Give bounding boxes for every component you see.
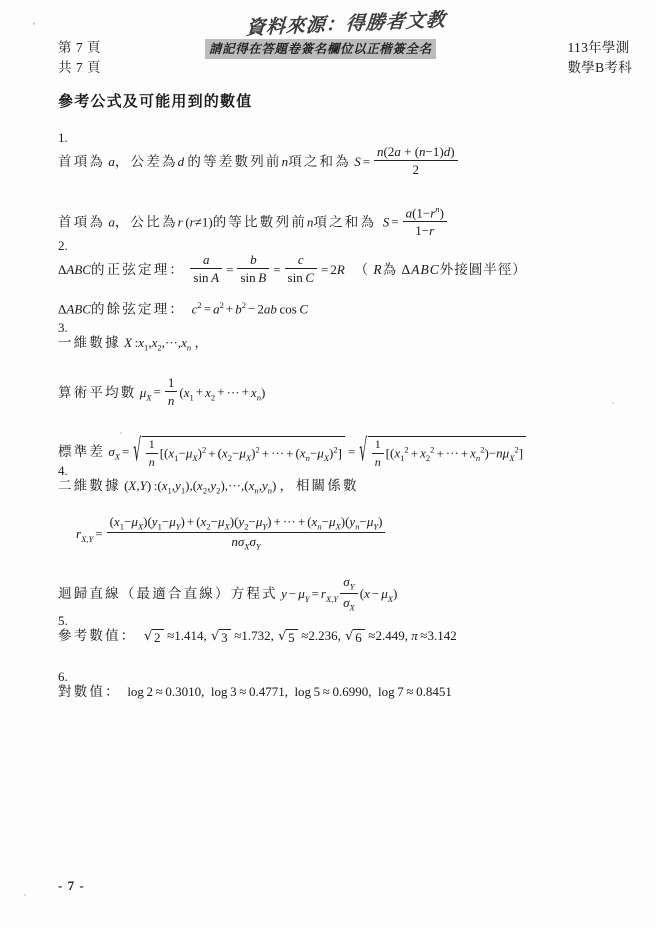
data-2d-definition: 二維數據 (X,Y) $:(x_1,y_1),(x_2,y_2),\cdot\cdot\cdot,(x_n,y_n)$ ， 相關係數 [58, 478, 359, 496]
exam-year: 113年學測 [567, 40, 630, 55]
value-log-5: 0.6990 [332, 684, 369, 699]
sqrt-2: √ 2 [144, 629, 164, 645]
log-arg-7: 7 [397, 684, 404, 699]
sd-one-over-n-left: √ $\frac{1}{n}$ [146, 437, 158, 468]
sine-frac-a: $\frac{a}{\text{sin A}}$ [190, 252, 222, 286]
geo-sum-fraction: $\frac{a(1-r^n)}{1-r}$ [403, 204, 447, 239]
value-sqrt-3: 1.732 [241, 628, 271, 643]
page-title: 參考公式及可能用到的數值 [58, 92, 253, 110]
arithmetic-series-line: 首項為 a，公差為d 的等差數列前n項之和為 S = $\frac{n(2a + (n-1)d)}{2}$ [58, 146, 626, 180]
signature-notice-banner: 請記得在答題卷簽名欄位以正楷簽全名 [205, 39, 436, 59]
item-number: 4. [58, 463, 68, 478]
label-law-sines: 的正弦定理： [90, 261, 186, 277]
item-number: 1. [58, 130, 68, 145]
label-data-2d: 二維數據 [58, 478, 121, 493]
item-number: 3. [58, 320, 68, 335]
correlation-fraction: $\frac{(x_1-\mu_X)(y_1-\mu_Y) + (x_2-\mu_X)(y_2-\mu_Y) + \cdot\cdot\cdot + (x_n-\mu_X)(y_n-\mu_Y)}{n\sigma_X\sigma_Y}$ [107, 514, 386, 552]
label-common-ratio: ，公比為 [114, 214, 178, 230]
value-log-2: 0.3010 [165, 684, 202, 699]
formula-item-1 [58, 130, 626, 241]
formula-item-5 [58, 613, 626, 645]
value-pi: 3.142 [427, 628, 457, 643]
formula-item-3 [58, 320, 626, 470]
label-first-term: 首項為 [58, 153, 106, 169]
sqrt-3: √ 3 [211, 629, 231, 645]
arithmetic-mean-line: 算術平均數 $\mu_X$ = $\frac{1}{n}$ ($x_1 + x_2$ + ··· + $x_n$) [58, 374, 266, 408]
label-log-values: 對數值： [58, 684, 121, 699]
label-common-difference: ，公差為 [114, 153, 178, 169]
item-number: 5. [58, 613, 68, 628]
circumradius-note: （ R為 ΔABC外接圓半徑） [354, 261, 527, 277]
reference-values-line: 參考數值： √ 2 ≈1.414, √ 3 ≈1.732, √ 5 ≈2.236, √ 6 ≈2.449, π ≈3.142 [58, 629, 626, 645]
geometric-series-line: 首項為 a，公比為r (r≠1)的等比數列前n項之和為 S = $\frac{a(1-r^n)}{1-r}$ [58, 206, 626, 241]
label-reference-values: 參考數值： [58, 628, 137, 643]
data-1d-definition: 一維數據 X $:x_1,x_2,\cdot\cdot\cdot,x_n$ ， [58, 335, 208, 353]
label-data-1d: 一維數據 [58, 335, 121, 350]
exam-info-block [567, 38, 632, 78]
scan-speckle [24, 894, 26, 896]
value-log-3: 0.4771 [248, 684, 285, 699]
label-law-cosines: 的餘弦定理： [90, 300, 186, 316]
value-sqrt-5: 2.236 [308, 628, 338, 643]
mean-one-over-n: $\frac{1}{n}$ [165, 375, 178, 409]
item-number: 6. [58, 669, 68, 684]
label-correlation: 相關係數 [295, 478, 359, 493]
page-total: 共 7 頁 [58, 60, 101, 75]
value-sqrt-6: 2.449 [375, 628, 405, 643]
label-arith-tail1: 的等差數列前 [187, 153, 282, 169]
log-arg-5: 5 [313, 684, 321, 699]
formula-item-4 [58, 463, 626, 614]
label-mean: 算術平均數 [58, 384, 137, 400]
sqrt-6: √ 6 [345, 629, 365, 645]
correlation-formula-line: $r_{X,Y}$ = $\frac{(x_1-\mu_X)(y_1-\mu_Y) + (x_2-\mu_X)(y_2-\mu_Y) + \cdot\cdot\cdot + (x_n-\mu_X)(y_n-\mu_Y)}{n\sigma_X\sigma_Y}$ [58, 516, 626, 554]
label-sd: 標準差 [58, 444, 106, 460]
sd-one-over-n-right: √ $\frac{1}{n}$ [372, 437, 384, 468]
exam-subject: 數學B考科 [567, 60, 632, 75]
label-geo-tail1: 的等比數列前 [212, 214, 307, 230]
standard-deviation-line: 標準差 $\sigma_X$ = √ $\frac{1}{n}$ [$(x_1-\mu_X)^2 + (x_2-\mu_X)^2$ + ··· + $(x_n-\mu_X)^2$] = √ $\frac{1}{n}$ [($x_1^2 + x_2^2$ + ··· + $x_n^2)-n\mu_X^2$] [58, 436, 626, 470]
handwritten-source-note: 資料來源：得勝者文教 [245, 8, 447, 40]
scan-speckle [33, 22, 35, 25]
sqrt-5: √ 5 [278, 629, 298, 645]
regression-sigma-ratio: $\frac{\sigma_Y}{\sigma_X}$ [340, 574, 358, 612]
log-arg-2: 2 [146, 684, 154, 699]
value-log-7: 0.8451 [416, 684, 452, 699]
law-of-sines-line: ΔABC的正弦定理： $\frac{a}{\text{sin A}}$ = $\frac{b}{\text{sin B}}$ = $\frac{c}{\text{sin C}}$ = 2R （ R為 ΔABC外接圓半徑） [58, 252, 527, 286]
log-values-line: 對數值： log 2 ≈ 0.3010, log 3 ≈ 0.4771, log 5 ≈ 0.6990, log 7 ≈ 0.8451 [58, 684, 452, 699]
label-arith-tail2: 項之和為 [288, 153, 351, 169]
regression-line: 迴歸直線（最適合直線）方程式 $y - \mu_Y = r_{X,Y}$ $\frac{\sigma_Y}{\sigma_X}$ $(x - \mu_X)$ [58, 574, 398, 613]
sd-radical-right: √ $\frac{1}{n}$ [($x_1^2 + x_2^2$ + ··· + $x_n^2)-n\mu_X^2$] [358, 436, 526, 470]
label-regression: 迴歸直線（最適合直線）方程式 [58, 586, 278, 602]
law-of-cosines-line: ΔABC的餘弦定理： $c^2 = a^2 + b^2 - 2ab$ cos C [58, 299, 309, 316]
page-footer-number: - 7 - [58, 878, 85, 893]
log-arg-3: 3 [230, 684, 237, 699]
formula-item-2 [58, 238, 626, 316]
label-geo-tail2: 項之和為 [313, 214, 377, 230]
page-current: 第 7 頁 [58, 40, 101, 55]
sine-frac-c: $\frac{c}{\text{sin C}}$ [285, 252, 317, 286]
formula-item-6 [58, 669, 626, 699]
item-number: 2. [58, 238, 68, 253]
sine-frac-b: $\frac{b}{\text{sin B}}$ [237, 252, 269, 286]
label-first-term-2: 首項為 [58, 214, 106, 230]
sd-radical-left: √ $\frac{1}{n}$ [$(x_1-\mu_X)^2 + (x_2-\mu_X)^2$ + ··· + $(x_n-\mu_X)^2$] [132, 436, 345, 470]
value-sqrt-2: 1.414 [174, 628, 204, 643]
page-count-block [58, 38, 101, 78]
arith-sum-fraction: $\frac{n(2a + (n-1)d)}{2}$ [374, 144, 458, 178]
